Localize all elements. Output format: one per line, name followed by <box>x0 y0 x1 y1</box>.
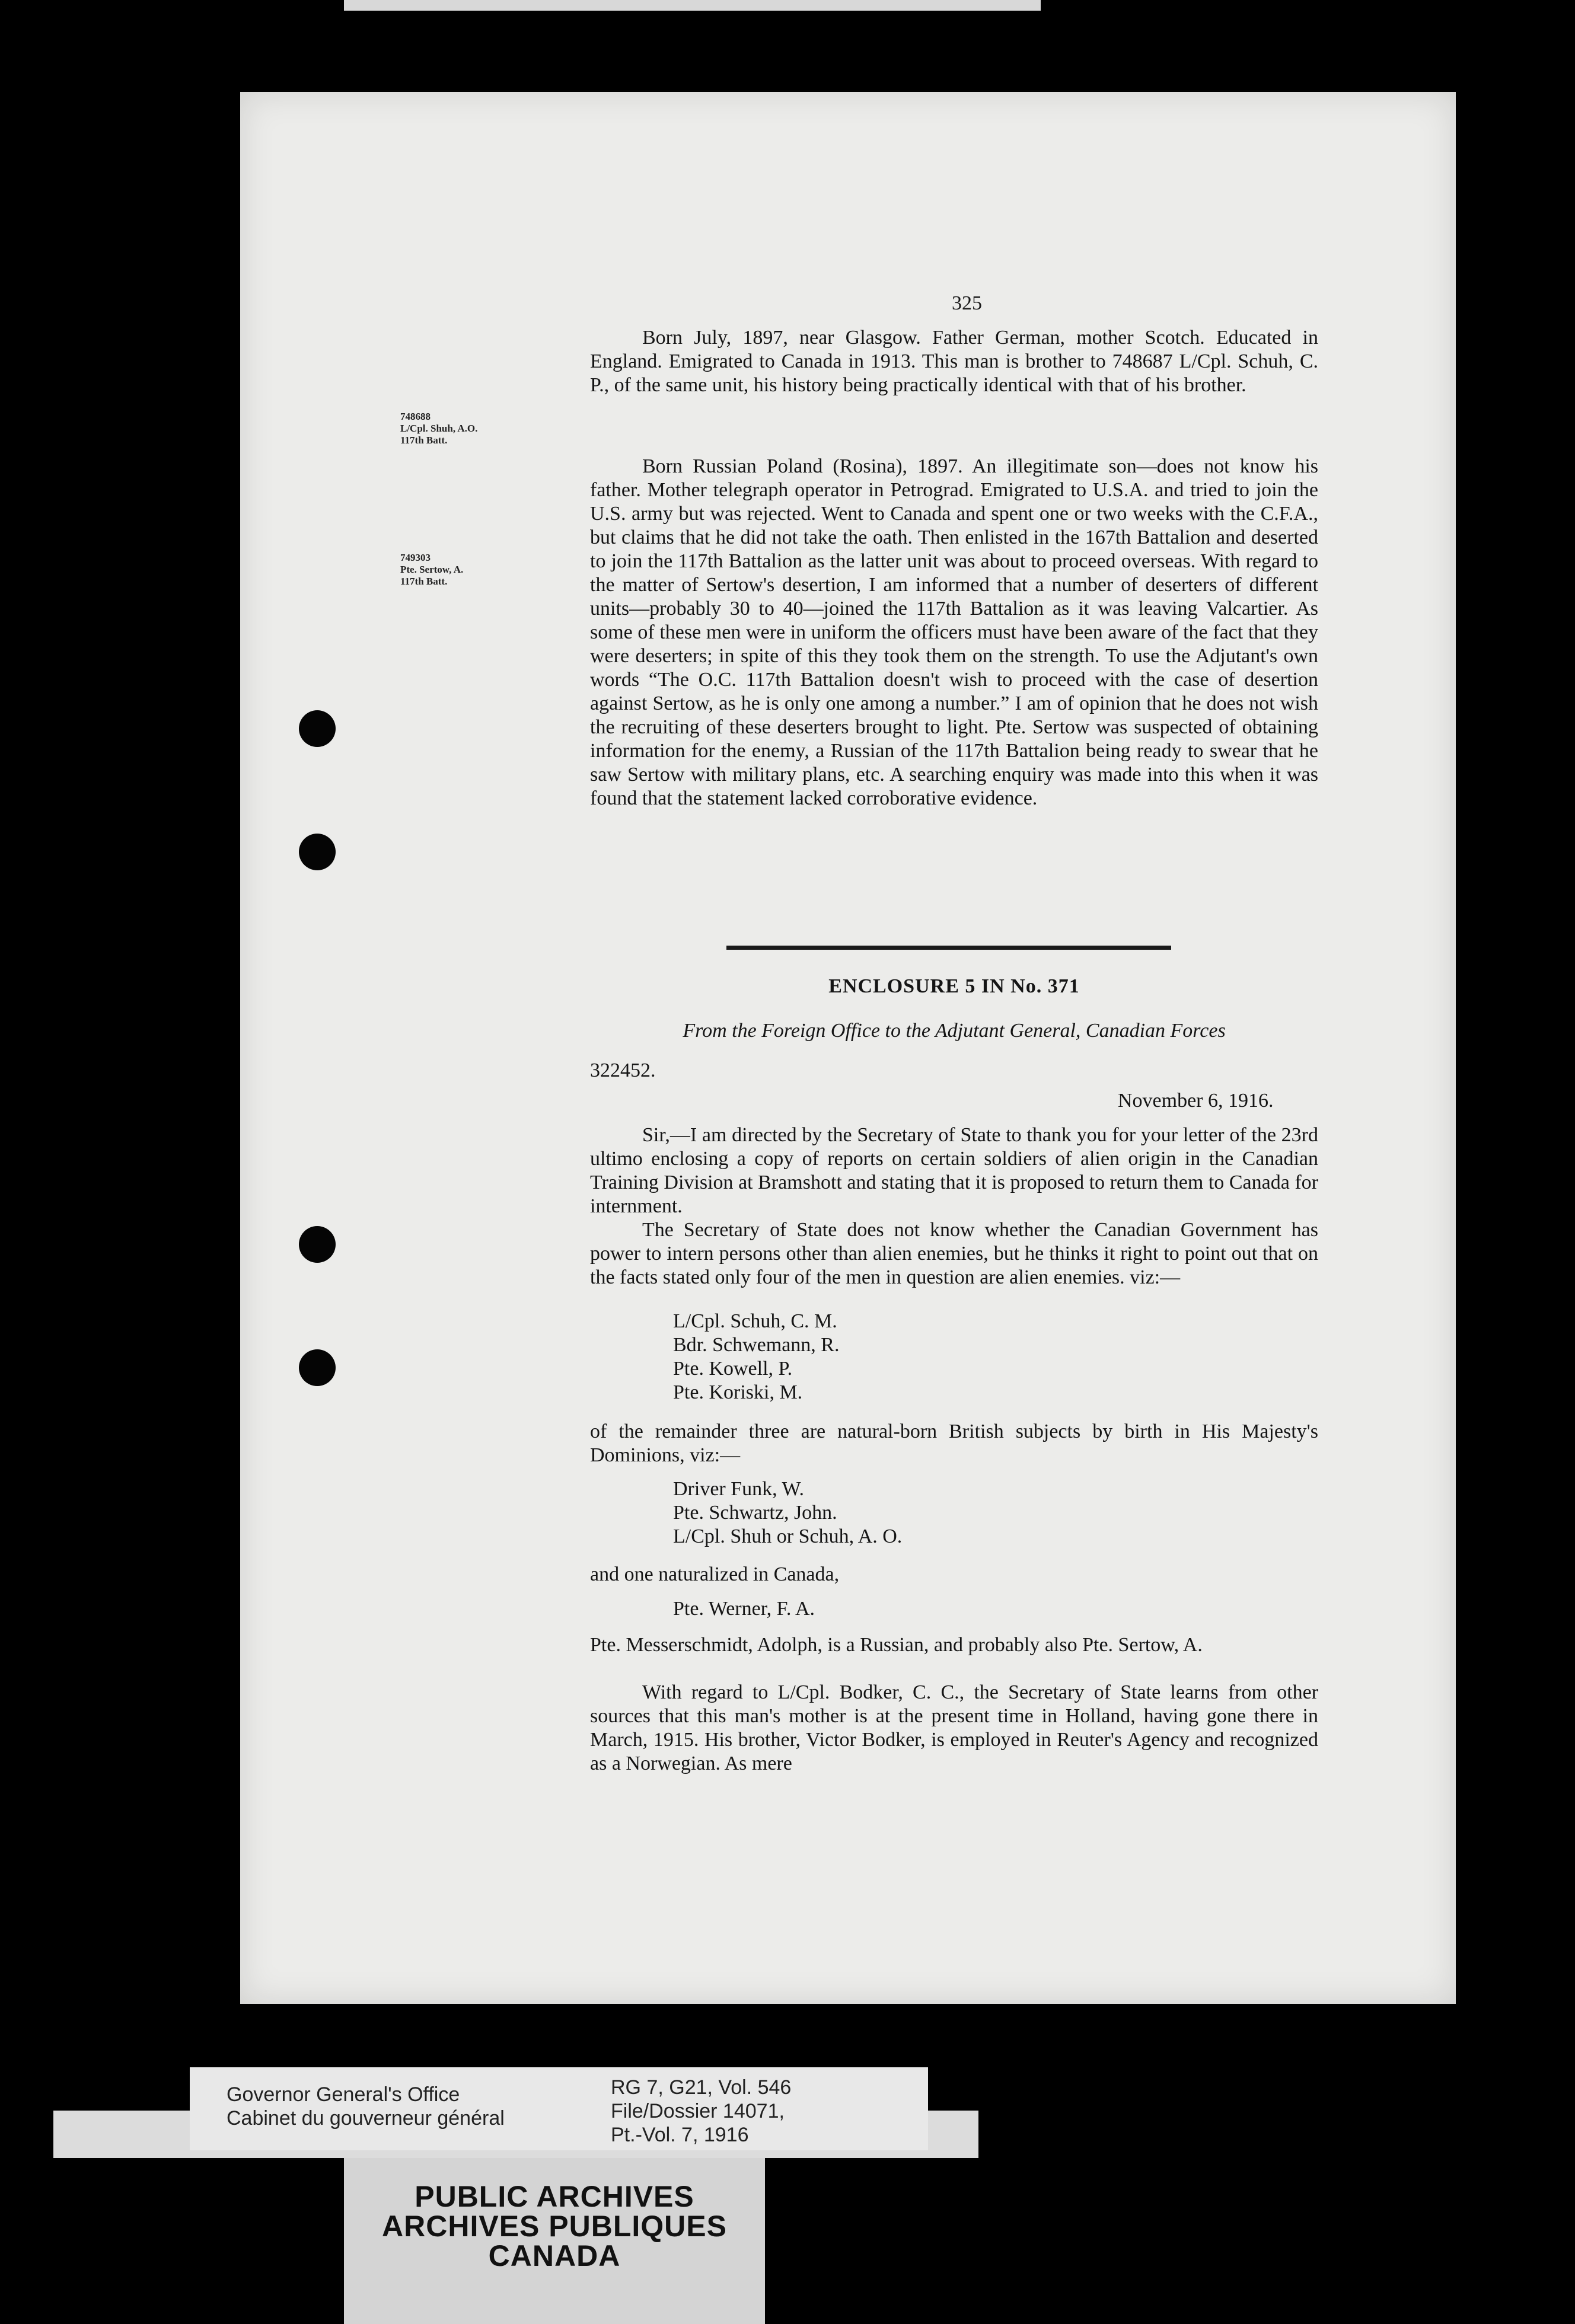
letter-paragraph-4: and one naturalized in Canada, <box>590 1563 840 1585</box>
archive-reference <box>611 2076 791 2147</box>
paragraph-sertow: Born Russian Poland (Rosina), 1897. An illegitimate son—does not know his father. Mother telegraph operator in Petrograd. Emigrated to U.S.A. and tried to join the U.S. army but was rejected. Went to Canada and spent one or two weeks with the C.F.A., but claims that he did not take the oath. Then enlisted in the 167th Battalion and deserted to join the 117th Battalion as the latter unit was about to proceed overseas. With regard to the matter of Sertow's desertion, I am informed that a number of deserters of different units—probably 30 to 40—joined the 117th Battalion as it was leaving Valcartier. As some of these men were in uniform the officers must have been aware of the fact that they were deserters; in spite of this they took them on the strength. To use the Adjutant's own words “The O.C. 117th Battalion doesn't wish to proceed with the case of desertion against Sertow, as he is only one among a number.” I am of opinion that he does not wish the recruiting of these deserters brought to light. Pte. Sertow was suspected of obtaining information for the enemy, a Russian of the 117th Battalion being ready to swear that he saw Sertow with military plans, etc. A searching enquiry was made into this when it was found that the statement lacked corroborative evidence. <box>590 455 1318 809</box>
alien-list-item: Pte. Kowell, P. <box>673 1358 793 1380</box>
margin-note-name: L/Cpl. Shuh, A.O. <box>400 423 478 434</box>
margin-note-unit: 117th Batt. <box>400 435 448 446</box>
letter-paragraph-1: Sir,—I am directed by the Secretary of State to thank you for your letter of the 23rd ultimo enclosing a copy of reports on certain soldiers of alien origin in the Canadian Training Division at Bramshott and stating that it is proposed to return them to Canada for internment. <box>590 1124 1318 1217</box>
margin-note-shuh <box>400 411 519 446</box>
page-number: 325 <box>952 292 982 314</box>
binder-hole <box>299 834 336 870</box>
archive-label-card <box>190 2067 928 2150</box>
alien-list-item: L/Cpl. Schuh, C. M. <box>673 1310 837 1332</box>
office-english: Governor General's Office <box>227 2083 460 2106</box>
section-rule <box>726 946 1171 950</box>
archive-office <box>227 2083 505 2130</box>
stamp-line-3: CANADA <box>488 2239 621 2272</box>
british-list-item: Driver Funk, W. <box>673 1478 804 1500</box>
reference-line-3: Pt.-Vol. 7, 1916 <box>611 2124 749 2146</box>
office-french: Cabinet du gouverneur général <box>227 2107 505 2130</box>
naturalized-list-item: Pte. Werner, F. A. <box>673 1598 815 1620</box>
stamp-line-1: PUBLIC ARCHIVES <box>415 2180 694 2213</box>
margin-note-sertow <box>400 552 519 588</box>
margin-note-number: 748688 <box>400 411 431 422</box>
paragraph-shuh: Born July, 1897, near Glasgow. Father German, mother Scotch. Educated in England. Emigrated to Canada in 1913. This man is brother to 748687 L/Cpl. Schuh, C. P., of the same unit, his history being practically identical with that of his brother. <box>590 327 1318 396</box>
document-page <box>240 92 1456 2004</box>
enclosure-reference: 322452. <box>590 1059 656 1081</box>
enclosure-heading: ENCLOSURE 5 IN No. 371 <box>828 975 1080 997</box>
margin-note-name: Pte. Sertow, A. <box>400 564 464 575</box>
binder-hole <box>299 1349 336 1386</box>
archive-stamp <box>344 2158 765 2324</box>
binder-hole <box>299 710 336 747</box>
enclosure-from: From the Foreign Office to the Adjutant General, Canadian Forces <box>683 1020 1226 1042</box>
letter-paragraph-2: The Secretary of State does not know whether the Canadian Government has power to intern persons other than alien enemies, but he thinks it right to point out that on the facts stated only four of the men in question are alien enemies. viz:— <box>590 1219 1318 1288</box>
reference-line-2: File/Dossier 14071, <box>611 2100 785 2122</box>
film-edge-strip <box>344 0 1041 11</box>
margin-note-number: 749303 <box>400 552 431 563</box>
letter-paragraph-3: of the remainder three are natural-born British subjects by birth in His Majesty's Dominions, viz:— <box>590 1420 1318 1466</box>
british-list-item: Pte. Schwartz, John. <box>673 1502 837 1524</box>
british-list-item: L/Cpl. Shuh or Schuh, A. O. <box>673 1525 903 1547</box>
enclosure-date: November 6, 1916. <box>1118 1090 1274 1112</box>
reference-line-1: RG 7, G21, Vol. 546 <box>611 2076 792 2099</box>
alien-list-item: Pte. Koriski, M. <box>673 1381 803 1403</box>
alien-list-item: Bdr. Schwemann, R. <box>673 1334 840 1356</box>
stamp-line-2: ARCHIVES PUBLIQUES <box>382 2210 727 2243</box>
margin-note-unit: 117th Batt. <box>400 576 448 587</box>
letter-paragraph-6: With regard to L/Cpl. Bodker, C. C., the Secretary of State learns from other sources that this man's mother is at the present time in Holland, having gone there in March, 1915. His brother, Victor Bodker, is employed in Reuter's Agency and recognized as a Norwegian. As mere <box>590 1681 1318 1774</box>
letter-paragraph-5: Pte. Messerschmidt, Adolph, is a Russian, and probably also Pte. Sertow, A. <box>590 1634 1203 1656</box>
binder-hole <box>299 1226 336 1263</box>
